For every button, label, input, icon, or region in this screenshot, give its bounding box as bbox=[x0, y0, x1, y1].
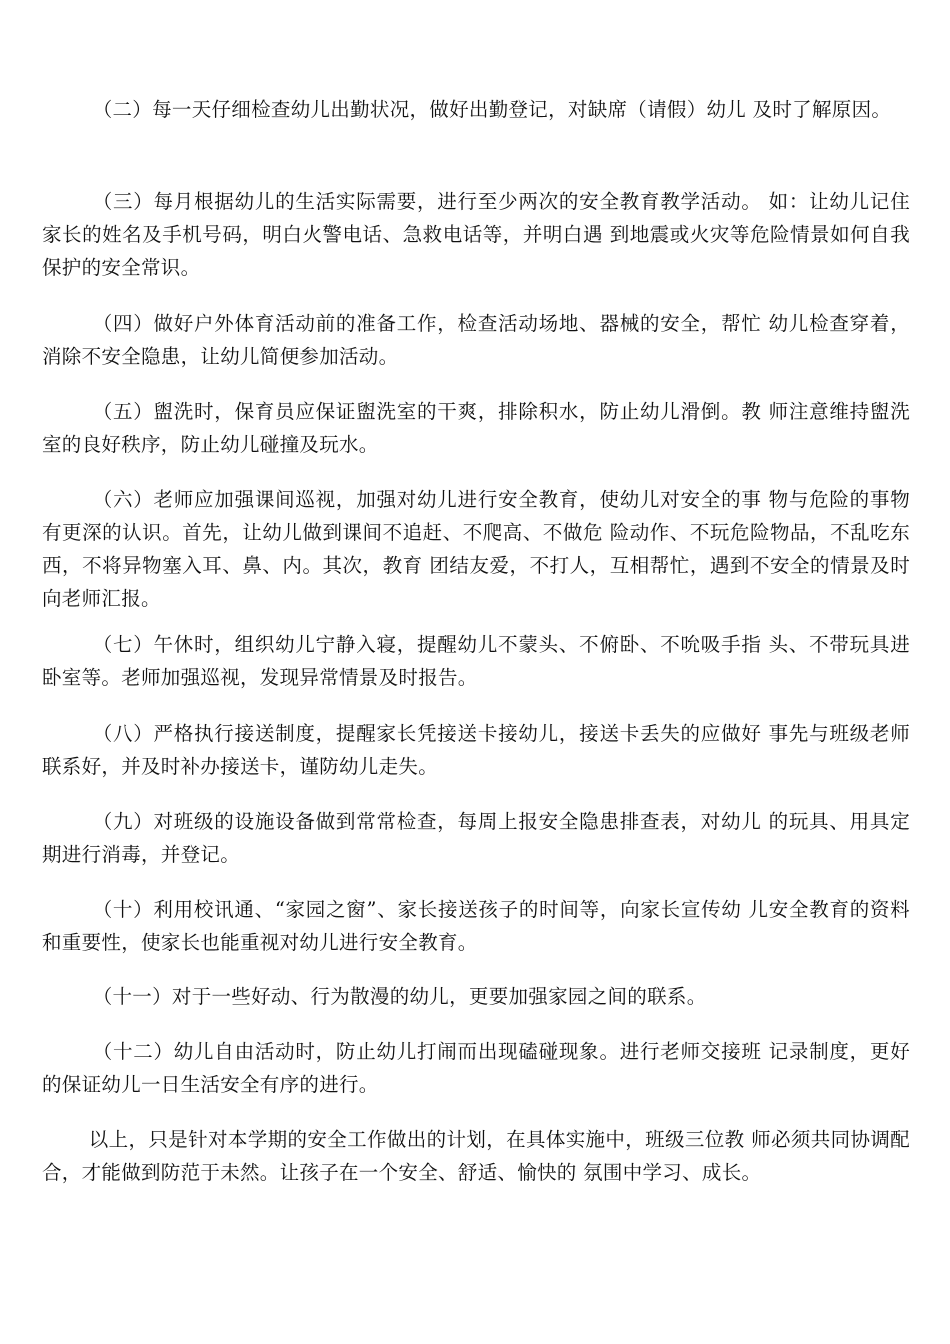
paragraph-7: （七）午休时，组织幼儿宁静入寝，提醒幼儿不蒙头、不俯卧、不吮吸手指 头、不带玩具进卧室等。老师加强巡视，发现异常情景及时报告。 bbox=[42, 633, 910, 689]
paragraph-8: （八）严格执行接送制度，提醒家长凭接送卡接幼儿，接送卡丢失的应做好 事先与班级老师联系好，并及时补办接送卡，谨防幼儿走失。 bbox=[42, 722, 910, 778]
paragraph-12: （十二）幼儿自由活动时，防止幼儿打闹而出现磕碰现象。进行老师交接班 记录制度，更好的保证幼儿一日生活安全有序的进行。 bbox=[42, 1040, 910, 1096]
paragraph-11: （十一）对于一些好动、行为散漫的幼儿，更要加强家园之间的联系。 bbox=[92, 985, 707, 1008]
paragraph-10: （十）利用校讯通、“家园之窗”、家长接送孩子的时间等，向家长宣传幼 儿安全教育的资料和重要性，使家长也能重视对幼儿进行安全教育。 bbox=[42, 898, 910, 954]
paragraph-4: （四）做好户外体育活动前的准备工作，检查活动场地、器械的安全，帮忙 幼儿检查穿着，消除不安全隐患，让幼儿简便参加活动。 bbox=[42, 312, 910, 368]
paragraph-5: （五）盥洗时，保育员应保证盥洗室的干爽，排除积水，防止幼儿滑倒。教 师注意维持盥洗室的良好秩序，防止幼儿碰撞及玩水。 bbox=[42, 400, 910, 456]
paragraph-3: （三）每月根据幼儿的生活实际需要，进行至少两次的安全教育教学活动。 如：让幼儿记住家长的姓名及手机号码，明白火警电话、急救电话等，并明白遇 到地震或火灾等危险情景如何自我保护的安全常识。 bbox=[42, 190, 910, 279]
paragraph-9: （九）对班级的设施设备做到常常检查，每周上报安全隐患排查表，对幼儿 的玩具、用具定期进行消毒，并登记。 bbox=[42, 810, 910, 866]
paragraph-6: （六）老师应加强课间巡视，加强对幼儿进行安全教育，使幼儿对安全的事 物与危险的事物有更深的认识。首先，让幼儿做到课间不追赶、不爬高、不做危 险动作、不玩危险物品，不乱吃东西，不将异物塞入耳、鼻、内。其次，教育 团结友爱，不打人，互相帮忙，遇到不安全的情景及时向老师汇报。 bbox=[42, 488, 910, 610]
paragraph-2: （二）每一天仔细检查幼儿出勤状况，做好出勤登记，对缺席（请假）幼儿 及时了解原因。 bbox=[92, 98, 892, 121]
summary-paragraph: 以上，只是针对本学期的安全工作做出的计划，在具体实施中，班级三位教 师必须共同协调配合，才能做到防范于未然。让孩子在一个安全、舒适、愉快的 氛围中学习、成长。 bbox=[42, 1128, 910, 1184]
